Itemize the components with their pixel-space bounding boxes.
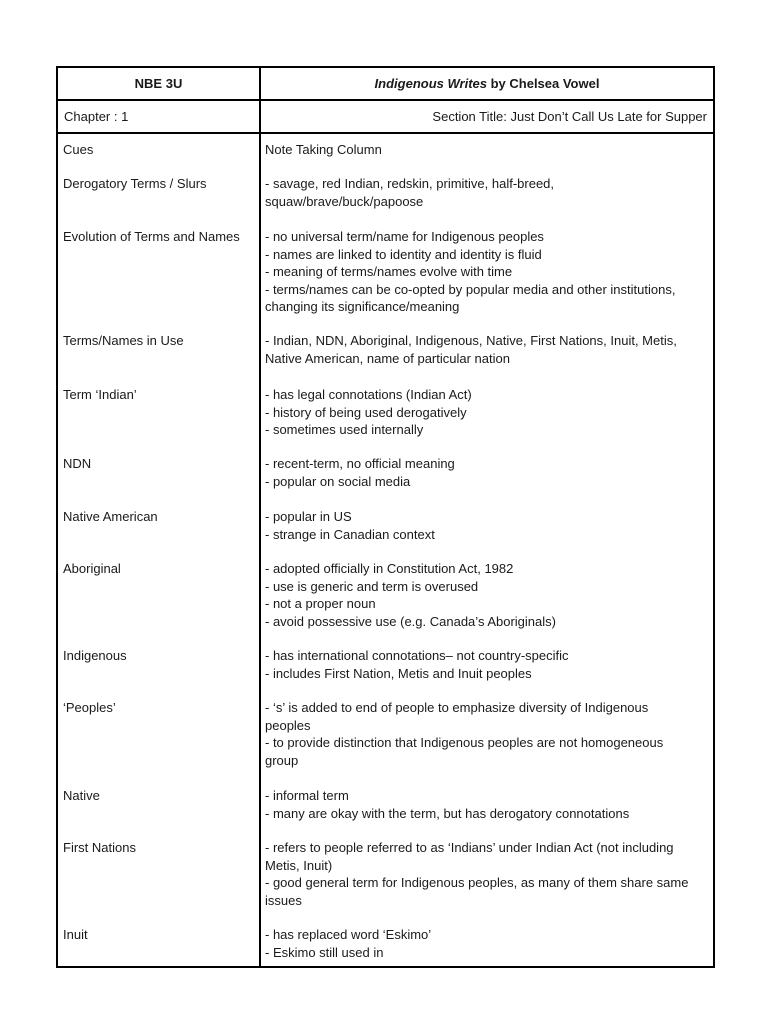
cues-heading: Cues — [63, 142, 94, 157]
cue-term: ‘Peoples’ — [63, 700, 116, 715]
column-divider — [259, 68, 261, 966]
row-divider — [58, 132, 713, 134]
note-text — [265, 926, 707, 961]
note-line: - names are linked to identity and identity is fluid — [265, 246, 542, 262]
note-text — [265, 699, 707, 769]
note-text — [265, 560, 707, 630]
book-title: Indigenous Writes — [374, 76, 487, 91]
note-line: - no universal term/name for Indigenous peoples — [265, 229, 544, 244]
cue-term: Indigenous — [63, 648, 127, 663]
cue-term: Native American — [63, 509, 158, 524]
note-line: - ‘s’ is added to end of people to emphasize diversity of Indigenous — [265, 700, 649, 715]
note-line: - savage, red Indian, redskin, primitive, half-breed, — [265, 176, 555, 191]
note-line: - history of being used derogatively — [265, 404, 467, 420]
note-line: - many are okay with the term, but has derogatory connotations — [265, 805, 630, 821]
note-line: changing its significance/meaning — [265, 299, 460, 314]
note-line: - Indian, NDN, Aboriginal, Indigenous, Native, First Nations, Inuit, Metis, — [265, 333, 677, 348]
note-line: - not a proper noun — [265, 596, 376, 611]
note-line: - strange in Canadian context — [265, 526, 435, 542]
note-line: - recent-term, no official meaning — [265, 456, 455, 471]
note-line: - use is generic and term is overused — [265, 578, 479, 594]
note-text — [265, 386, 707, 439]
note-line: squaw/brave/buck/papoose — [265, 193, 424, 209]
note-text — [265, 839, 707, 909]
cue-term: Native — [63, 788, 100, 803]
course-code: NBE 3U — [134, 76, 183, 91]
notes-heading: Note Taking Column — [265, 142, 382, 157]
cue-term: Terms/Names in Use — [63, 333, 184, 348]
note-line: - refers to people referred to as ‘Indians’ under Indian Act (not including — [265, 840, 674, 855]
note-text — [265, 332, 707, 367]
note-line: Metis, Inuit) — [265, 857, 333, 873]
note-line: - has international connotations– not country-specific — [265, 648, 569, 663]
cue-term: Evolution of Terms and Names — [63, 229, 240, 244]
note-line: - meaning of terms/names evolve with time — [265, 264, 513, 279]
cue-term: Derogatory Terms / Slurs — [63, 176, 207, 191]
note-line: - includes First Nation, Metis and Inuit peoples — [265, 665, 532, 681]
note-line: - Eskimo still used in — [265, 944, 384, 960]
note-text — [265, 455, 707, 490]
note-line: group — [265, 752, 299, 768]
note-line: - has replaced word ‘Eskimo’ — [265, 927, 432, 942]
note-text — [265, 787, 707, 822]
note-text — [265, 175, 707, 210]
note-line: - to provide distinction that Indigenous peoples are not homogeneous — [265, 735, 664, 750]
book-author: by Chelsea Vowel — [486, 76, 600, 91]
note-line: - adopted officially in Constitution Act, 1982 — [265, 561, 514, 576]
notes-table — [56, 66, 715, 968]
note-line: - popular on social media — [265, 473, 411, 489]
note-line: - terms/names can be co-opted by popular media and other institutions, — [265, 281, 676, 297]
chapter-label: Chapter : 1 — [64, 109, 129, 124]
note-line: - sometimes used internally — [265, 422, 424, 437]
cue-term: First Nations — [63, 840, 136, 855]
cue-term: NDN — [63, 456, 92, 471]
cue-term: Aboriginal — [63, 561, 121, 576]
section-title: Section Title: Just Don’t Call Us Late for Supper — [432, 109, 707, 124]
note-text — [265, 508, 707, 543]
note-line: Native American, name of particular nation — [265, 350, 510, 366]
book-header — [261, 68, 713, 99]
cue-term: Inuit — [63, 927, 88, 942]
note-line: issues — [265, 892, 302, 908]
note-line: - good general term for Indigenous peoples, as many of them share same — [265, 875, 689, 890]
note-line: - avoid possessive use (e.g. Canada’s Aboriginals) — [265, 613, 556, 629]
note-text — [265, 647, 707, 682]
cue-term: Term ‘Indian’ — [63, 387, 137, 402]
note-text — [265, 228, 707, 316]
note-line: - popular in US — [265, 509, 352, 524]
note-line: - informal term — [265, 788, 349, 803]
note-line: - has legal connotations (Indian Act) — [265, 387, 472, 402]
note-line: peoples — [265, 717, 311, 733]
